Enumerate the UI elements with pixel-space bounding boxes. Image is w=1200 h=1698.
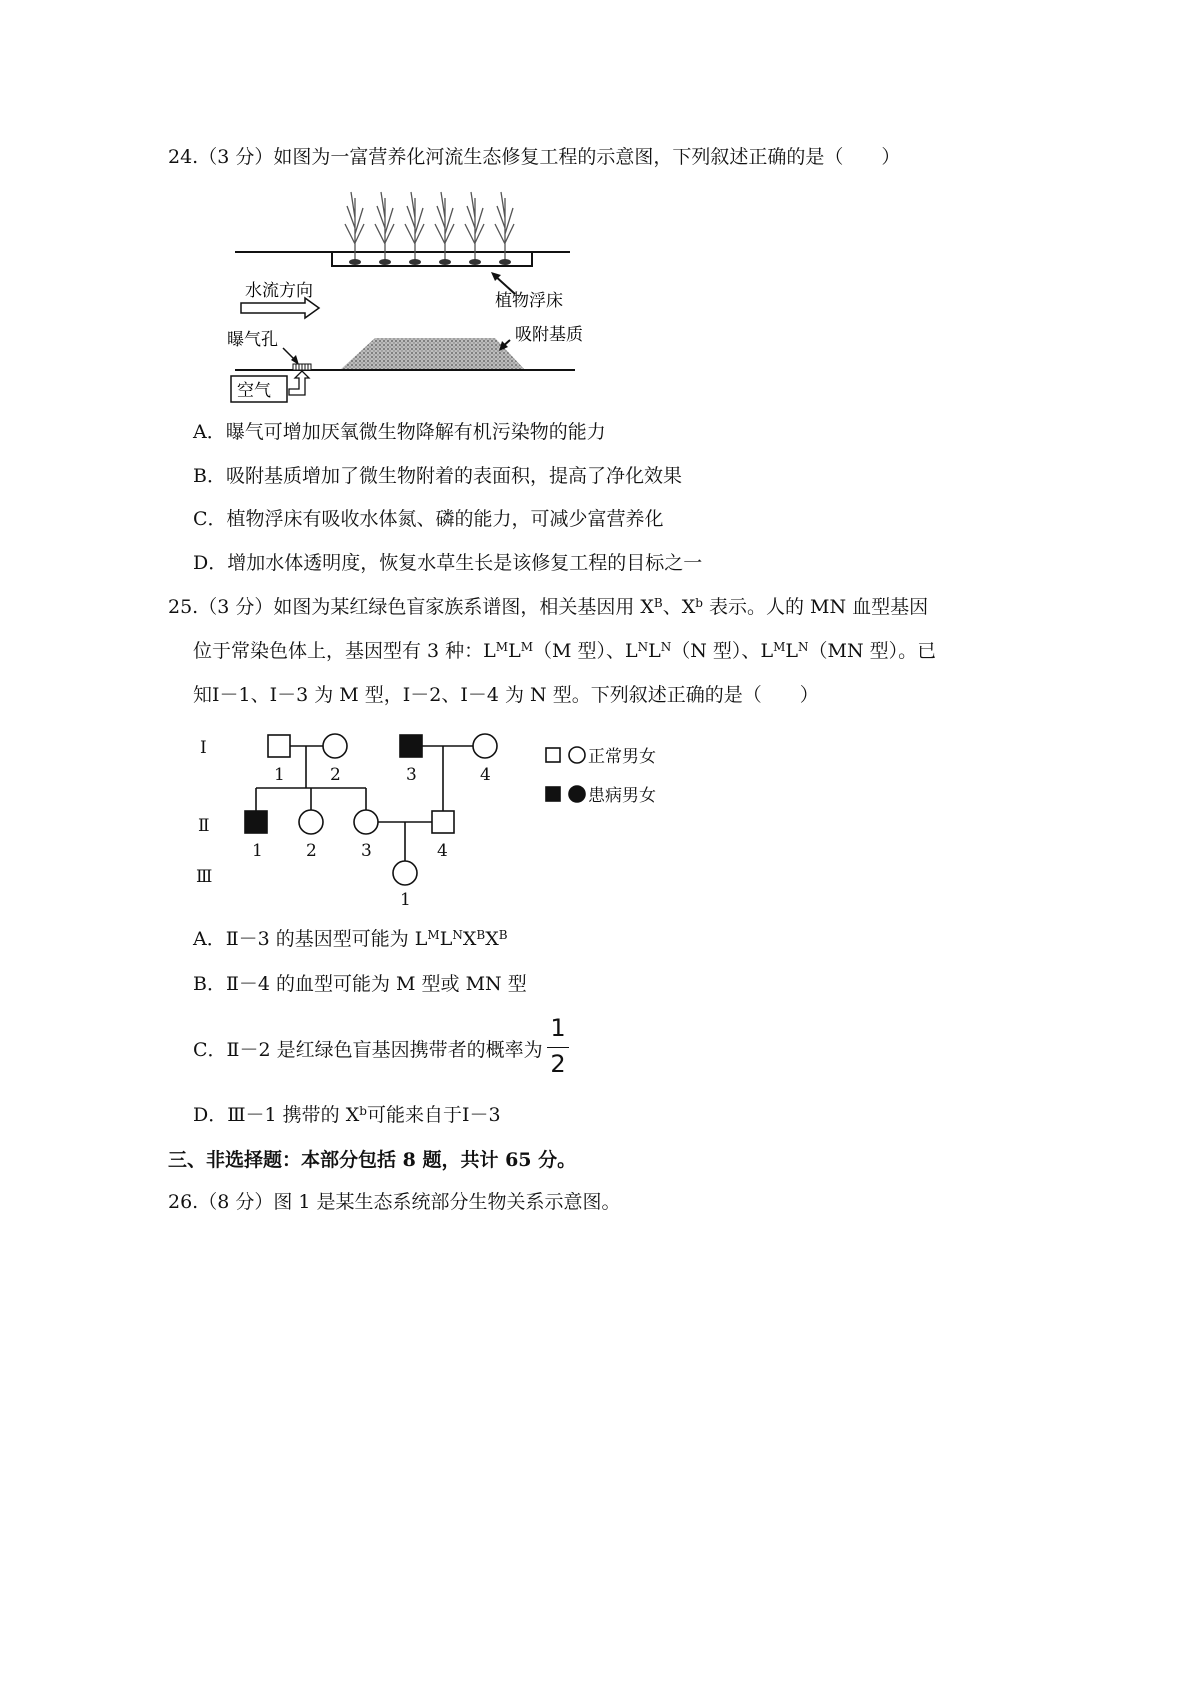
q25-option-b: B．Ⅱ－4 的血型可能为 M 型或 MN 型: [193, 973, 527, 995]
svg-text:1: 1: [252, 841, 263, 861]
q25-option-c: C．Ⅱ－2 是红绿色盲基因携带者的概率为: [193, 1039, 543, 1061]
gen-3-label: Ⅲ: [196, 867, 213, 887]
pedigree-chart: [190, 725, 690, 910]
svg-text:3: 3: [406, 765, 417, 785]
q25-stem-line1: 25.（3 分）如图为某红绿色盲家族系谱图，相关基因用 $X^B$、$X^b$ 表示。人的 MN 血型基因: [168, 596, 929, 618]
legend-affected-male-icon: [546, 787, 560, 801]
svg-text:1: 1: [400, 890, 411, 910]
fraction-bar: [547, 1047, 569, 1048]
svg-text:1: 1: [274, 765, 285, 785]
I-2-female-normal: [323, 734, 347, 758]
water-flow-label: 水流方向: [245, 281, 313, 301]
gen-1-label: Ⅰ: [200, 738, 207, 758]
legend-affected-female-icon: [569, 786, 585, 802]
II-1-male-affected: [245, 811, 267, 833]
q24-stem: 24.（3 分）如图为一富营养化河流生态修复工程的示意图，下列叙述正确的是（ ）: [168, 146, 901, 168]
II-3-female-normal: [354, 810, 378, 834]
q25-stem-line2: 位于常染色体上，基因型有 3 种：$L^ML^M(M$ 型）、$L^NL^N(N$ 型）、$L^ML^N(MN$ 型）。已: [193, 640, 937, 662]
river-restoration-figure: [195, 188, 595, 410]
q25-stem-line3: 知Ⅰ－1、Ⅰ－3 为 M 型，Ⅰ－2、Ⅰ－4 为 N 型。下列叙述正确的是（ ）: [193, 684, 819, 706]
q25-option-a: A．Ⅱ－3 的基因型可能为 $L^ML^NX^BX^B$: [193, 928, 508, 950]
I-3-male-affected: [400, 735, 422, 757]
plant-bed-label: 植物浮床: [495, 291, 563, 311]
I-4-female-normal: [473, 734, 497, 758]
q24-option-b: B．吸附基质增加了微生物附着的表面积，提高了净化效果: [193, 465, 682, 487]
II-4-male-normal: [432, 811, 454, 833]
legend-affected-label: 患病男女: [588, 786, 656, 806]
legend-normal-label: 正常男女: [588, 747, 656, 767]
air-label: 空气: [237, 381, 271, 401]
adsorbent-substrate: [340, 338, 525, 370]
reed-plants: [345, 192, 514, 260]
fraction-numerator: 1: [550, 1014, 566, 1042]
legend-normal-male-icon: [546, 748, 560, 762]
svg-text:4: 4: [480, 765, 491, 785]
III-1-female-normal: [393, 861, 417, 885]
aeration-hole-label: 曝气孔: [227, 330, 278, 350]
adsorbent-label: 吸附基质: [515, 325, 583, 345]
section-3-heading: 三、非选择题：本部分包括 8 题，共计 65 分。: [168, 1149, 577, 1171]
svg-text:2: 2: [330, 765, 341, 785]
I-1-male-normal: [268, 735, 290, 757]
water-flow-arrow: [241, 298, 319, 318]
svg-text:4: 4: [437, 841, 448, 861]
q24-option-a: A．曝气可增加厌氧微生物降解有机污染物的能力: [193, 421, 606, 443]
II-2-female-normal: [299, 810, 323, 834]
svg-text:2: 2: [306, 841, 317, 861]
q26-stem: 26.（8 分）图 1 是某生态系统部分生物关系示意图。: [168, 1191, 621, 1213]
fraction-denominator: 2: [550, 1050, 566, 1078]
q24-option-d: D．增加水体透明度，恢复水草生长是该修复工程的目标之一: [193, 552, 703, 574]
gen-2-label: Ⅱ: [198, 816, 210, 836]
legend-normal-female-icon: [569, 747, 585, 763]
svg-text:3: 3: [361, 841, 372, 861]
q25-option-d: D．Ⅲ－1 携带的 $X^b$可能来自于Ⅰ－3: [193, 1104, 501, 1126]
q24-option-c: C．植物浮床有吸收水体氮、磷的能力，可减少富营养化: [193, 508, 664, 530]
